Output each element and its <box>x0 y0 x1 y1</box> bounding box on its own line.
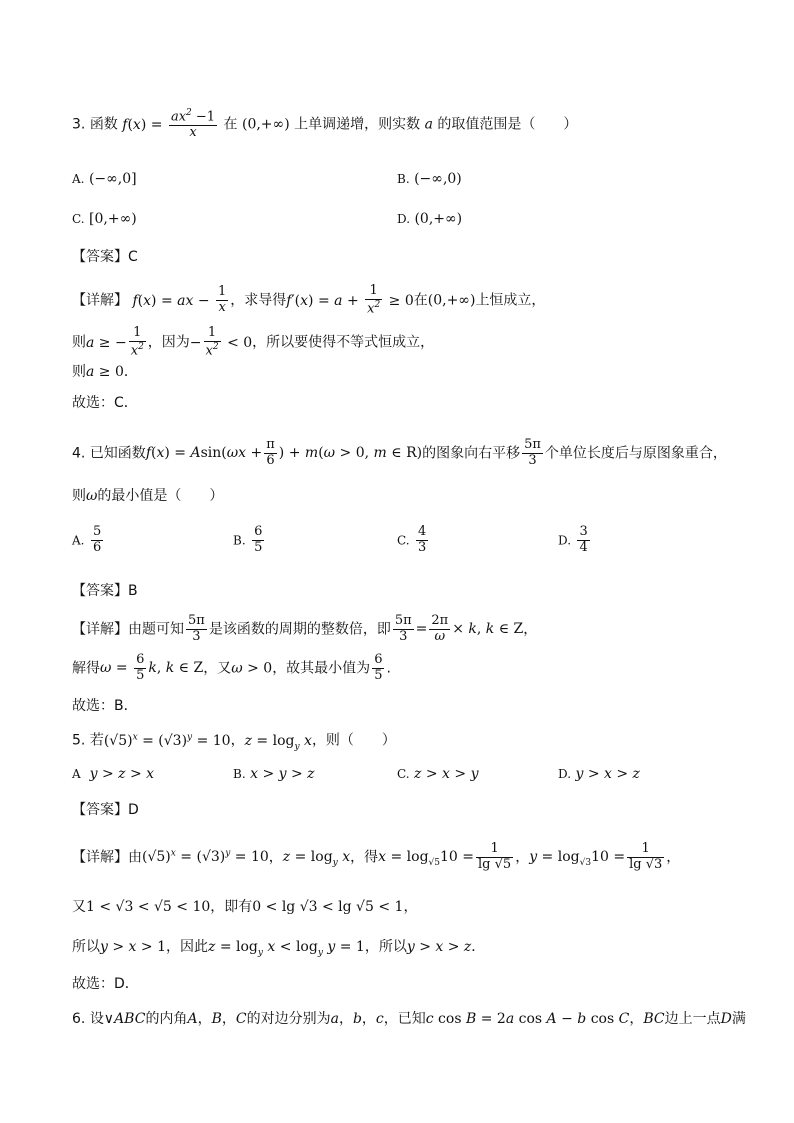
q4-option-d[interactable]: D. $\frac{3}{4}$ <box>558 524 588 555</box>
math-expression: $z = \log_y x$ <box>244 732 312 752</box>
math-expression: D <box>720 1011 732 1027</box>
math-expression: $(√5)^x = (√3)^y = 10$ <box>103 732 231 749</box>
q3-option-a[interactable]: A. (−∞,0] <box>72 171 137 187</box>
q5-option-b[interactable]: B. x > y > z <box>233 766 315 782</box>
math-expression: a，b，c <box>330 1011 384 1027</box>
math-expression: f(x) = $\frac{ax^2 -1}{x}$ <box>122 108 216 141</box>
math-expression: 0 < lg √3 < lg √5 < 1 <box>252 899 404 915</box>
math-expression: $y = \log_{√3}10$ = $\frac{1}{\lg √3}$ <box>529 841 663 872</box>
q3-detail-line-3: 则a ≥ 0． <box>72 364 138 380</box>
math-expression: ω > 0 <box>231 660 273 677</box>
q4-number: 4. <box>72 445 86 462</box>
q5-option-a[interactable]: A y > z > x <box>72 766 155 782</box>
math-expression: f(x) = Asin(ωx + $\frac{\pi}{6}$ ) + m(ω > 0, m ∈ R) <box>145 437 423 468</box>
q3-choose: 故选：C． <box>72 395 138 411</box>
q5-detail-line-1: 【详解】由$(√5)^x = (√3)^y = 10$，$z = \log_y x$，得$x = \log_{√5}10$ = $\frac{1}{\lg √5}$ ，$y = \log_{√3}10$ = $\frac{1}{\lg √3}$ ， <box>72 841 681 872</box>
q4-detail-line-2: 解得ω = $\frac{6}{5}$ k, k ∈ Z，又ω > 0，故其最小值为 $\frac{6}{5}$ . <box>72 652 391 683</box>
q3-stem: 3. 函数 f(x) = $\frac{ax^2 -1}{x}$ 在 (0,+∞) 上单调递增，则实数 a 的取值范围是（ ） <box>72 108 578 141</box>
math-expression: $(√5)^x = (√3)^y = 10$ <box>142 848 269 866</box>
q4-choose: 故选：B． <box>72 698 138 714</box>
math-expression: (0,+∞) <box>241 116 290 133</box>
math-expression: $\frac{5\pi}{3}$ <box>188 613 205 644</box>
q5-detail-line-3: 所以y > x > 1，因此$z = \log_y x < \log_y y = 1$，所以y > x > z． <box>72 939 486 958</box>
q6-stem: 6. 设∨ABC的内角A，B，C的对边分别为a，b，c，已知c cos B = 2a cos A − b cos C，BC边上一点D满 <box>72 1011 746 1027</box>
math-expression: (0,+∞) <box>427 292 476 309</box>
math-expression: c cos B = 2a cos A − b cos C <box>425 1011 630 1027</box>
q5-number: 5. <box>72 732 86 749</box>
q3-detail-line-1: 【详解】 f(x) = ax − $\frac{1}{x}$ ，求导得f′(x) = a + $\frac{1}{x^2}$ ≥ 0在(0,+∞)上恒成立， <box>72 283 546 317</box>
q3-detail-line-2: 则a ≥ − $\frac{1}{x^2}$ ，因为− $\frac{1}{x^2}$ < 0，所以要使得不等式恒成立， <box>72 325 435 359</box>
q5-option-c[interactable]: C. z > x > y <box>397 766 479 782</box>
q3-option-b[interactable]: B. (−∞,0) <box>397 171 462 187</box>
q4-answer: 【答案】B <box>72 583 138 599</box>
q4-option-c[interactable]: C. $\frac{4}{3}$ <box>397 524 427 555</box>
q3-option-d[interactable]: D. (0,+∞) <box>397 211 463 227</box>
math-expression: 1 < √3 < √5 < 10 <box>86 899 211 915</box>
math-expression: f′(x) = a + $\frac{1}{x^2}$ ≥ 0 <box>286 283 414 317</box>
q5-answer: 【答案】D <box>72 802 139 818</box>
math-expression: − $\frac{1}{x^2}$ < 0 <box>189 325 253 359</box>
q4-option-a[interactable]: A. $\frac{5}{6}$ <box>72 524 102 555</box>
math-expression: f(x) = ax − $\frac{1}{x}$ <box>132 284 227 316</box>
math-expression: BC <box>643 1011 665 1027</box>
math-expression: ω <box>86 488 98 504</box>
math-expression: A，B，C <box>187 1011 247 1027</box>
q5-option-d[interactable]: D. y > x > z <box>558 766 640 782</box>
math-expression: $\frac{6}{5}$ <box>374 652 383 683</box>
math-expression: $\frac{5\pi}{3}$ = $\frac{2\pi}{\omega}$ × k, k ∈ Z <box>394 613 524 644</box>
q6-number: 6. <box>72 1011 86 1027</box>
math-expression: $\frac{5\pi}{3}$ <box>524 437 541 468</box>
q4-option-b[interactable]: B. $\frac{6}{5}$ <box>233 524 263 555</box>
q3-answer: 【答案】C <box>72 249 138 265</box>
q5-stem: 5. 若$(√5)^x = (√3)^y = 10$，$z = \log_y x$，则（ ） <box>72 732 396 752</box>
math-expression: $x = \log_{√5}10$ = $\frac{1}{\lg √5}$ <box>378 841 512 872</box>
math-expression: a ≥ 0 <box>86 364 124 380</box>
math-expression: $z = \log_y x$ <box>282 849 351 869</box>
math-expression: ω = $\frac{6}{5}$ k, k ∈ Z <box>100 652 204 683</box>
q5-detail-line-2: 又1 < √3 < √5 < 10，即有0 < lg √3 < lg √5 < 1， <box>72 899 418 915</box>
math-expression: y > x > 1 <box>100 939 166 955</box>
q4-detail-line-1: 【详解】由题可知 $\frac{5\pi}{3}$ 是该函数的周期的整数倍，即 $\frac{5\pi}{3}$ = $\frac{2\pi}{\omega}$ × k, k ∈ Z， <box>72 613 538 644</box>
math-expression: a ≥ − $\frac{1}{x^2}$ <box>86 325 144 359</box>
q4-stem-line-2: 则ω的最小值是（ ） <box>72 488 224 504</box>
q4-stem-line-1: 4. 已知函数f(x) = Asin(ωx + $\frac{\pi}{6}$ ) + m(ω > 0, m ∈ R)的图象向右平移 $\frac{5\pi}{3}$ 个单位长度后与原图象重合， <box>72 437 727 468</box>
math-expression: $z = \log_y x < \log_y y = 1$ <box>207 939 365 958</box>
q5-choose: 故选：D． <box>72 976 139 992</box>
math-expression: ABC <box>114 1011 146 1027</box>
math-expression: y > x > z <box>406 939 472 955</box>
q3-number: 3. <box>72 116 86 133</box>
math-expression: a <box>424 116 433 133</box>
q3-option-c[interactable]: C. [0,+∞) <box>72 211 137 227</box>
